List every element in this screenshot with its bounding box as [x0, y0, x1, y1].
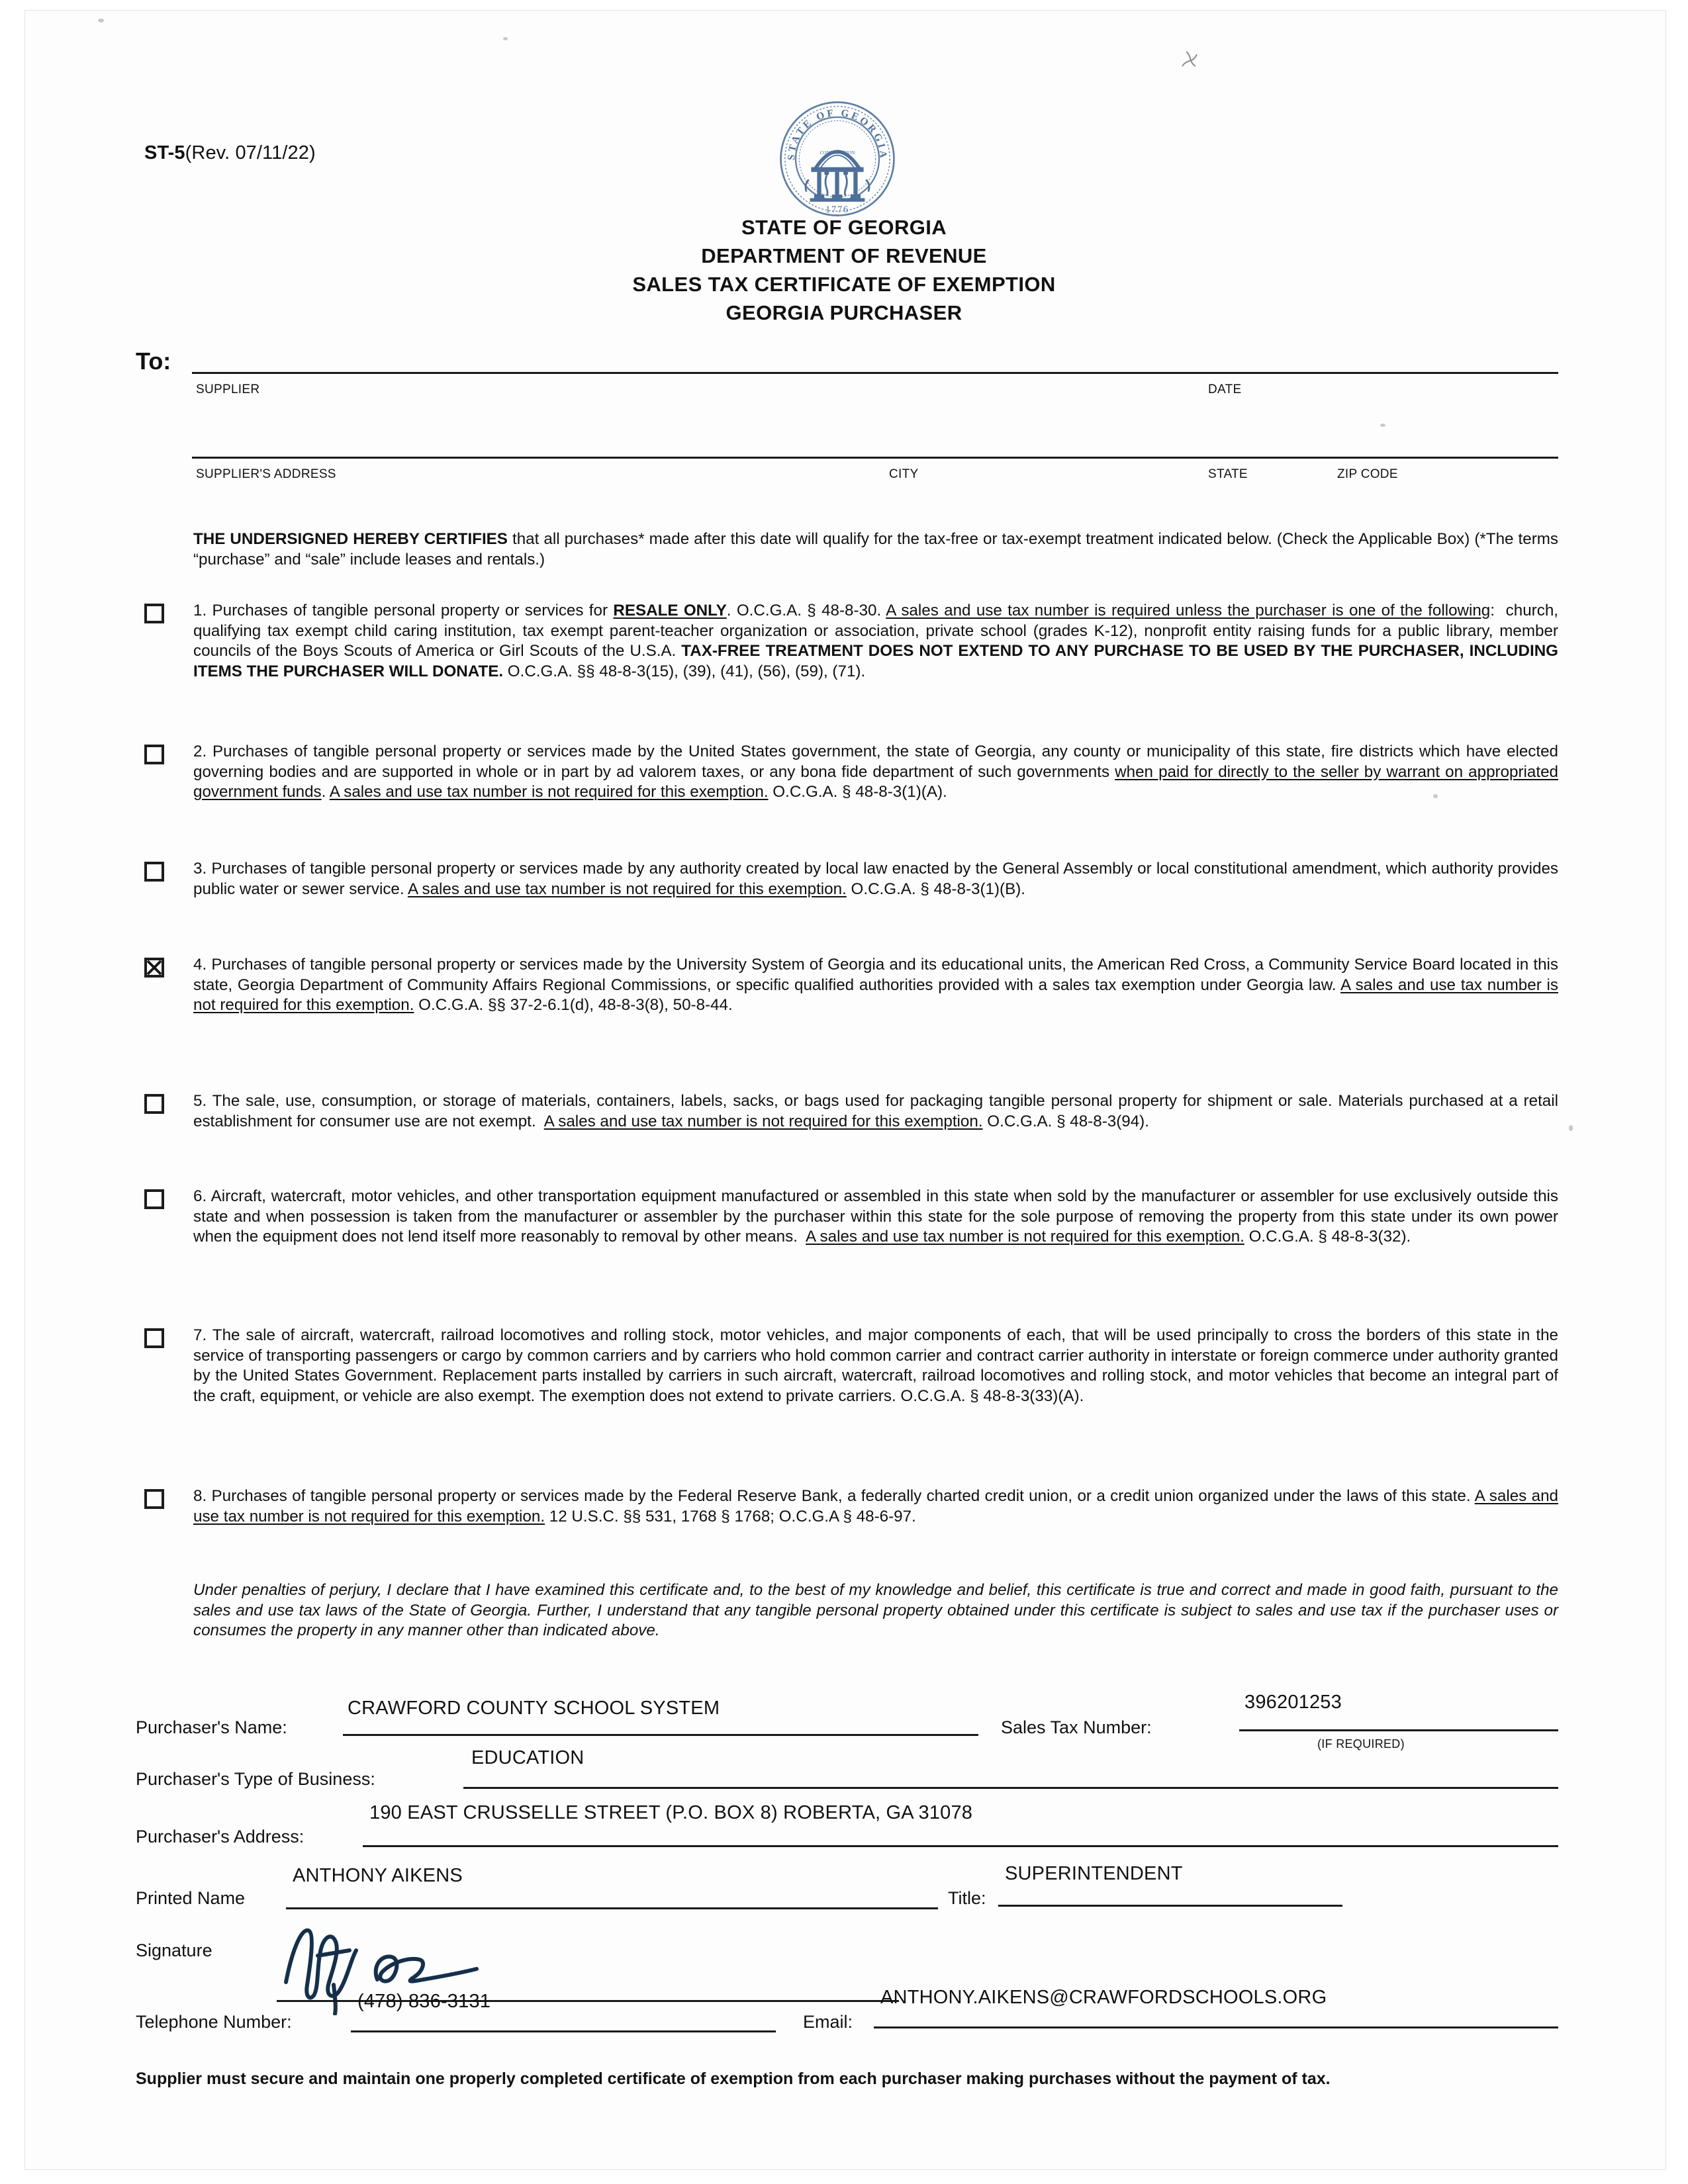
sales-tax-number-value[interactable]: 396201253	[1244, 1692, 1342, 1713]
title-label: Title:	[948, 1888, 986, 1908]
sales-tax-number-label: Sales Tax Number:	[1001, 1717, 1152, 1737]
sales-tax-number-note: (IF REQUIRED)	[1317, 1737, 1405, 1751]
title-value[interactable]: SUPERINTENDENT	[1005, 1863, 1183, 1884]
checkbox-item-3[interactable]	[144, 862, 164, 882]
scan-speck	[1569, 1125, 1573, 1131]
checkbox-item-5[interactable]	[144, 1094, 164, 1114]
form-identifier	[144, 142, 316, 164]
state-caption: STATE	[1208, 467, 1248, 481]
exemption-item-2: 2. Purchases of tangible personal property or services made by the United States government, the state of Georgia, any county or municipality of this state, fire districts which have elected governing bodies and are supported in whole or in part by ad valorem taxes, or any bona fide department of such governments when paid for directly to the seller by warrant on appropriated government funds. A sales and use tax number is not required for this exemption. O.C.G.A. § 48-8-3(1)(A).	[193, 743, 1558, 801]
supplier-line[interactable]	[192, 372, 1558, 374]
email-line	[874, 2026, 1558, 2028]
date-caption: DATE	[1208, 383, 1242, 396]
telephone-number-line	[351, 2030, 776, 2032]
exemption-item-1: 1. Purchases of tangible personal property or services for RESALE ONLY. O.C.G.A. § 48-8-30. A sales and use tax number is required unless the purchaser is one of the following: church, qualifying tax exempt child caring institution, tax exempt parent-teacher organization or association, private school (grades K-12), nonprofit entity raising funds for a public library, member councils of the Boys Scouts of America or Girl Scouts of the U.S.A. TAX-FREE TREATMENT DOES NOT EXTEND TO ANY PURCHASE TO BE USED BY THE PURCHASER, INCLUDING ITEMS THE PURCHASER WILL DONATE. O.C.G.A. §§ 48-8-3(15), (39), (41), (56), (59), (71).	[193, 602, 1558, 680]
form-revision: (Rev. 07/11/22)	[185, 142, 316, 163]
checkmark-x-icon	[146, 959, 163, 976]
scan-speck	[1380, 424, 1385, 427]
exemption-item-8: 8. Purchases of tangible personal property or services made by the Federal Reserve Bank, a federally charted credit union, or a credit union organized under the laws of this state. A sales and use tax number is not required for this exemption. 12 U.S.C. §§ 531, 1768 § 1768; O.C.G.A § 48-6-97.	[193, 1487, 1558, 1525]
scan-speck	[98, 19, 104, 23]
supplier-address-line[interactable]	[192, 457, 1558, 459]
penalties-of-perjury-statement: Under penalties of perjury, I declare that I have examined this certificate and, to the best of my knowledge and belief, this certificate is true and correct and made in good faith, pursuant to the sales and use tax laws of the State of Georgia. Further, I understand that any tangible personal property obtained under this certificate is subject to sales and use tax if the purchaser uses or consumes the property in any manner other than indicated above.	[193, 1581, 1558, 1639]
svg-text:1776: 1776	[825, 205, 849, 215]
signature-label: Signature	[136, 1940, 212, 1960]
email-value[interactable]: ANTHONY.AIKENS@CRAWFORDSCHOOLS.ORG	[880, 1987, 1327, 2008]
sales-tax-number-line	[1239, 1729, 1558, 1731]
title-line	[998, 1905, 1342, 1907]
to-label: To:	[136, 347, 171, 375]
scan-speck	[503, 37, 508, 40]
checkbox-item-1[interactable]	[144, 604, 164, 623]
purchasers-address-line	[363, 1845, 1558, 1847]
supplier-footer-note: Supplier must secure and maintain one properly completed certificate of exemption from each purchaser making purchases without the payment of tax.	[136, 2070, 1331, 2088]
purchasers-name-value[interactable]: CRAWFORD COUNTY SCHOOL SYSTEM	[348, 1698, 720, 1719]
checkbox-item-7[interactable]	[144, 1328, 164, 1348]
purchasers-address-label: Purchaser's Address:	[136, 1827, 305, 1846]
state-of-georgia-seal-icon	[778, 99, 897, 218]
printed-name-line	[286, 1907, 938, 1909]
certification-rest: that all purchases* made after this date will qualify for the tax-free or tax-exempt treatment indicated below. (Check the Applicable Box) (*The terms “purchase” and “sale” include leases and rentals.)	[193, 530, 1558, 569]
supplier-address-caption: SUPPLIER'S ADDRESS	[196, 467, 336, 481]
purchasers-address-value[interactable]: 190 EAST CRUSSELLE STREET (P.O. BOX 8) ROBERTA, GA 31078	[369, 1802, 973, 1823]
telephone-number-value[interactable]: (478) 836-3131	[357, 1991, 491, 2012]
supplier-caption: SUPPLIER	[196, 383, 260, 396]
certification-paragraph	[193, 529, 1558, 570]
form-title-block	[0, 213, 1688, 327]
checkbox-item-4[interactable]	[144, 958, 164, 978]
title-department: DEPARTMENT OF REVENUE	[701, 244, 987, 267]
city-caption: CITY	[889, 467, 919, 481]
printed-name-value[interactable]: ANTHONY AIKENS	[293, 1865, 463, 1886]
certification-lead: THE UNDERSIGNED HEREBY CERTIFIES	[193, 530, 508, 548]
title-state: STATE OF GEORGIA	[741, 216, 947, 239]
checkbox-item-8[interactable]	[144, 1489, 164, 1509]
checkbox-item-2[interactable]	[144, 745, 164, 764]
printed-name-label: Printed Name	[136, 1888, 246, 1908]
zip-code-caption: ZIP CODE	[1337, 467, 1398, 481]
title-certificate: SALES TAX CERTIFICATE OF EXEMPTION	[632, 273, 1056, 296]
purchasers-name-label: Purchaser's Name:	[136, 1717, 287, 1737]
purchasers-business-type-line	[463, 1787, 1558, 1789]
exemption-item-4: 4. Purchases of tangible personal property or services made by the University System of Georgia and its educational units, the American Red Cross, a Community Service Board located in this state, Georgia Department of Community Affairs Regional Commissions, or specific qualified authorities provided with a sales tax exemption under Georgia law. A sales and use tax number is not required for this exemption. O.C.G.A. §§ 37-2-6.1(d), 48-8-3(8), 50-8-44.	[193, 956, 1558, 1014]
svg-text:CONSTITUTION: CONSTITUTION	[820, 150, 855, 156]
purchasers-business-type-value[interactable]: EDUCATION	[471, 1747, 585, 1768]
exemption-item-5: 5. The sale, use, consumption, or storage of materials, containers, labels, sacks, or bags used for packaging tangible personal property for shipment or sale. Materials purchased at a retail establishment for consumer use are not exempt. A sales and use tax number is not required for this exemption. O.C.G.A. § 48-8-3(94).	[193, 1092, 1558, 1130]
exemption-item-3: 3. Purchases of tangible personal property or services made by any authority created by local law enacted by the General Assembly or local constitutional amendment, which authority provides public water or sewer service. A sales and use tax number is not required for this exemption. O.C.G.A. § 48-8-3(1)(B).	[193, 860, 1558, 898]
stray-pen-mark	[1178, 46, 1205, 73]
telephone-number-label: Telephone Number:	[136, 2012, 292, 2032]
checkbox-item-6[interactable]	[144, 1189, 164, 1209]
title-purchaser: GEORGIA PURCHASER	[726, 301, 962, 324]
purchasers-business-type-label: Purchaser's Type of Business:	[136, 1769, 375, 1789]
exemption-item-6: 6. Aircraft, watercraft, motor vehicles, and other transportation equipment manufactured or assembled in this state when sold by the manufacturer or assembler for use exclusively outside this state and when possession is taken from the manufacturer or assembler by the purchaser within this state for the sole purpose of removing the property from this state under its own power when the equipment does not lend itself more reasonably to removal by other means. A sales and use tax number is not required for this exemption. O.C.G.A. § 48-8-3(32).	[193, 1187, 1558, 1246]
svg-text:STATE OF GEORGIA: STATE OF GEORGIA	[785, 107, 890, 161]
email-label: Email:	[803, 2012, 853, 2032]
purchasers-name-line	[343, 1734, 978, 1736]
exemption-item-7: 7. The sale of aircraft, watercraft, railroad locomotives and rolling stock, motor vehicles, and major components of each, that will be used principally to cross the borders of this state in the service of transporting passengers or cargo by common carriers and by carriers who hold common carrier and contract carrier authority in interstate or foreign commerce under authority granted by the United States Government. Replacement parts installed by carriers in such aircraft, watercraft, railroad locomotives and rolling stock, and motor vehicles that become an integral part of the craft, equipment, or vehicle are also exempt. The exemption does not extend to private carriers. O.C.G.A. § 48-8-3(33)(A).	[193, 1326, 1558, 1405]
form-number: ST-5	[144, 142, 185, 163]
